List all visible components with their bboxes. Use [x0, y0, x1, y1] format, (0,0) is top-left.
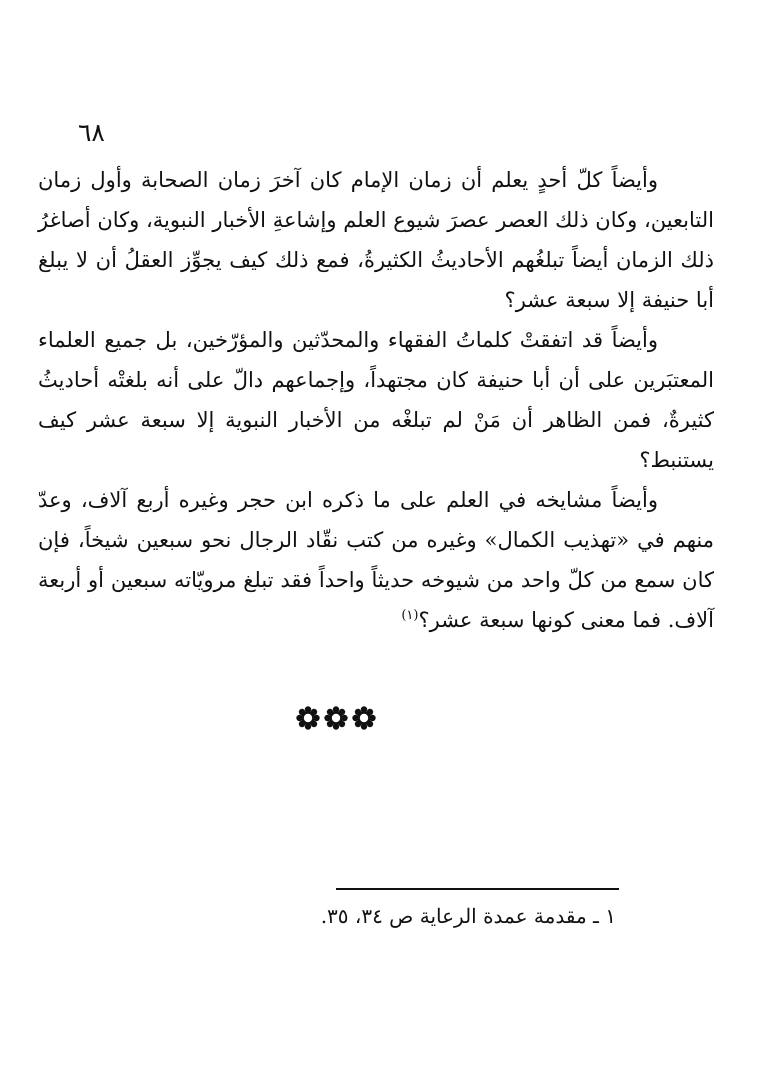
- paragraph-text: وأيضاً قد اتفقتْ كلماتُ الفقهاء والمحدّثين والمؤرّخين، بل جميع العلماء المعتبَرين على أن أبا حنيفة كان مجتهداً، وإجماعهم دالّ على أنه بلغتْه أحاديثُ كثيرةٌ، فمن الظاهر أن مَنْ لم تبلغْه من الأخبار النبوية إلا سبعة عشر كيف يستنبط؟: [38, 328, 714, 472]
- flower-ornament-icon: [324, 706, 348, 730]
- footnote-reference[interactable]: (١): [401, 608, 419, 623]
- footnote: ١ ـ مقدمة عمدة الرعاية ص ٣٤، ٣٥.: [320, 904, 616, 928]
- paragraph: [38, 480, 714, 640]
- paragraph: [38, 320, 714, 480]
- body-text: [38, 160, 714, 640]
- flower-ornament-icon: [352, 706, 376, 730]
- footnote-separator: [336, 888, 619, 890]
- section-divider-ornament: [296, 705, 376, 731]
- flower-ornament-icon: [296, 706, 320, 730]
- paragraph-text: وأيضاً مشايخه في العلم على ما ذكره ابن حجر وغيره أربع آلاف، وعدّ منهم في «تهذيب الكمال» وغيره من كتب نقّاد الرجال نحو سبعين شيخاً، فإن كان سمع من كلّ واحد من شيوخه حديثاً واحداً فقد تبلغ مرويّاته سبعين أو أربعة آلاف. فما معنى كونها سبعة عشر؟: [38, 488, 714, 632]
- page-number: ٦٨: [78, 118, 105, 147]
- paragraph-text: وأيضاً كلّ أحدٍ يعلم أن زمان الإمام كان آخرَ زمان الصحابة وأول زمان التابعين، وكان ذلك العصر عصرَ شيوع العلم وإشاعةِ الأخبار النبوية، وكان أصاغرُ ذلك الزمان أيضاً تبلغُهم الأحاديثُ الكثيرةُ، فمع ذلك كيف يجوِّز العقلُ أن لا يبلغ أبا حنيفة إلا سبعة عشر؟: [38, 168, 714, 312]
- paragraph: [38, 160, 714, 320]
